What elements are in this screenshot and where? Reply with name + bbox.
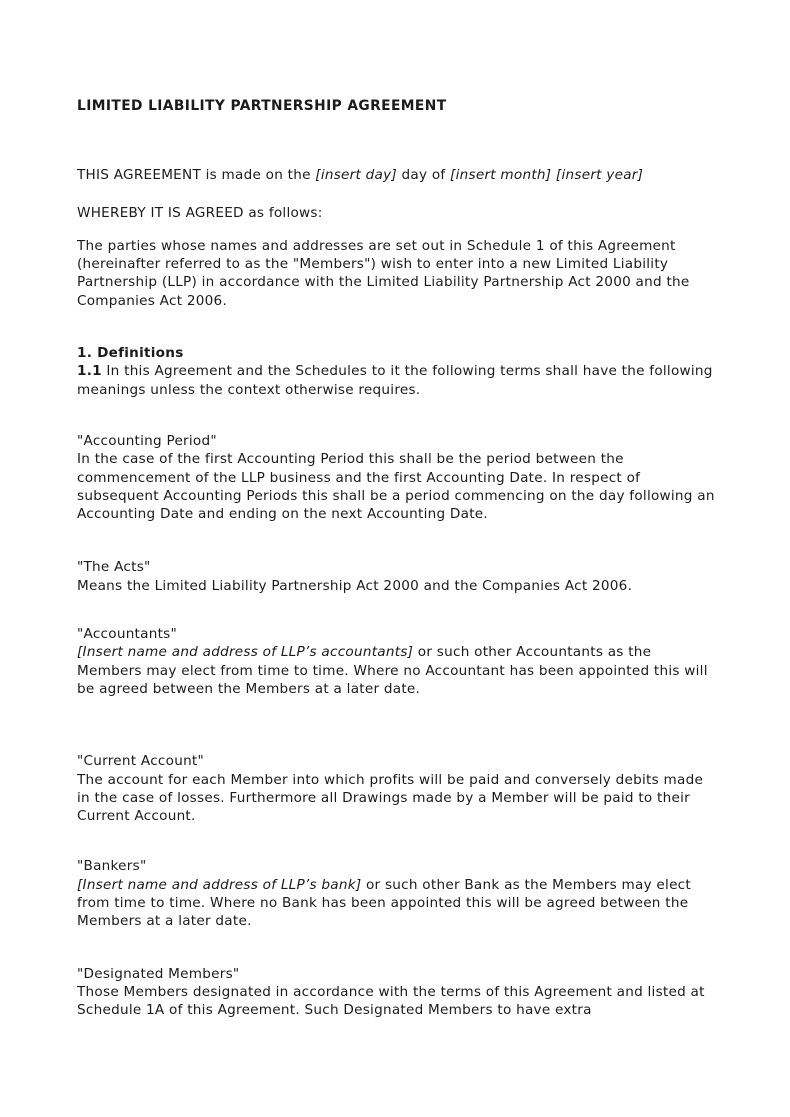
term-definition: Means the Limited Liability Partnership Act 2000 and the Companies Act 2006. — [77, 577, 633, 594]
term-definition — [77, 876, 717, 931]
document-title: LIMITED LIABILITY PARTNERSHIP AGREEMENT — [77, 98, 447, 114]
date-line — [77, 166, 717, 184]
insert-month-year-placeholder: [insert month] [insert year] — [450, 167, 644, 184]
term-definition: The account for each Member into which profits will be paid and conversely debits made in the case of losses. Furthermore all Drawings made by a Member will be paid to their Current Account. — [77, 771, 704, 825]
term-label: "Accountants" — [77, 626, 177, 643]
term-current-account — [77, 752, 717, 825]
term-bankers — [77, 857, 717, 930]
insert-bank-placeholder: [Insert name and address of LLP’s bank] — [77, 876, 362, 893]
term-definition: In the case of the first Accounting Period this shall be the period between the commencement of the LLP business and the first Accounting Date. In respect of subsequent Accounting Periods this shall be a period commencing on the day following an Accounting Date and ending on the next Accounting Date. — [77, 451, 715, 523]
parties-paragraph: The parties whose names and addresses are set out in Schedule 1 of this Agreement (hereinafter referred to as the "Members") wish to enter into a new Limited Liability Partnership (LLP) in accordance with the Limited Liability Partnership Act 2000 and the Companies Act 2006. — [77, 237, 690, 309]
term-label: "Designated Members" — [77, 965, 240, 982]
definitions-heading: 1. Definitions — [77, 345, 184, 362]
date-line-text: day of — [396, 167, 451, 184]
term-accounting-period — [77, 432, 717, 523]
term-accountants — [77, 625, 717, 698]
term-definition-text: or such other Accountants as the Members may elect from time to time. Where no Accountant has been appointed this will be agreed between the Members at a later date. — [77, 644, 708, 697]
term-definition: Those Members designated in accordance with the terms of this Agreement and listed at Schedule 1A of this Agreement. Such Designated Members to have extra — [77, 983, 705, 1019]
clause-number: 1.1 — [77, 363, 102, 380]
term-definition-text: or such other Bank as the Members may elect from time to time. Where no Bank has been appointed this will be agreed between the Members at a later date. — [77, 876, 691, 930]
term-label: "Current Account" — [77, 753, 205, 770]
term-the-acts — [77, 558, 717, 595]
date-line-text: THIS AGREEMENT is made on the — [77, 167, 316, 184]
term-label: "Bankers" — [77, 858, 147, 875]
term-designated-members — [77, 965, 717, 1020]
whereby-line: WHEREBY IT IS AGREED as follows: — [77, 204, 323, 221]
insert-accountants-placeholder: [Insert name and address of LLP’s accountants] — [77, 644, 414, 661]
term-definition — [77, 643, 717, 698]
clause-text: In this Agreement and the Schedules to it the following terms shall have the following meanings unless the context otherwise requires. — [77, 363, 713, 398]
term-label: "The Acts" — [77, 559, 151, 576]
term-label: "Accounting Period" — [77, 432, 217, 449]
definitions-section — [77, 344, 717, 399]
insert-day-placeholder: [insert day] — [315, 167, 397, 184]
clause-1-1 — [77, 362, 717, 399]
